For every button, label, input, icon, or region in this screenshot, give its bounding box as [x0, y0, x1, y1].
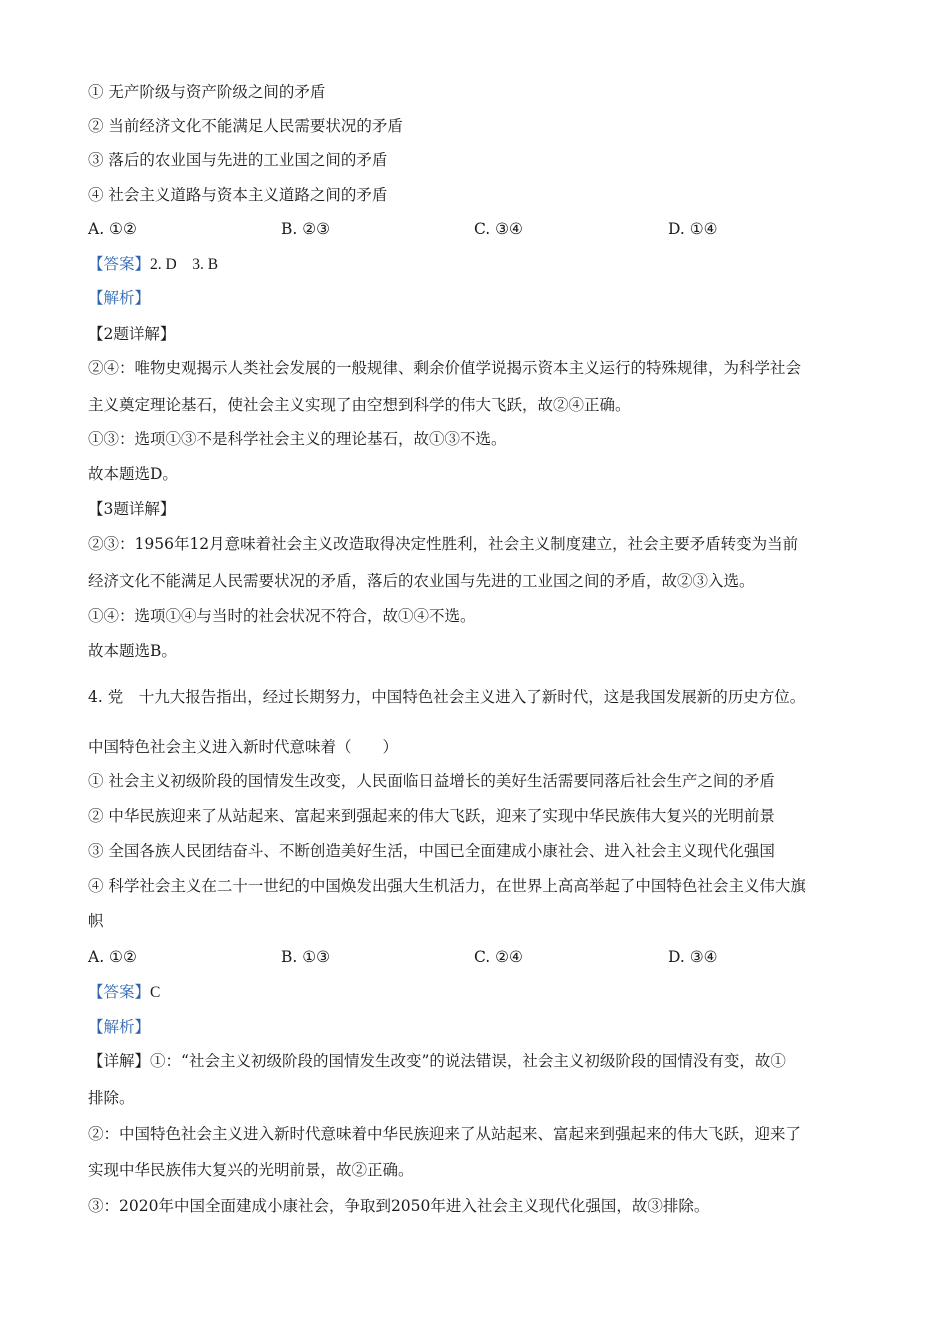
- q3-detail-line-1: ②③：1956年12月意味着社会主义改造取得决定性胜利，社会主义制度建立，社会主要矛盾转变为当前: [88, 535, 799, 553]
- q2-detail-line-3: ①③：选项①③不是科学社会主义的理论基石，故①③不选。: [88, 430, 507, 448]
- q4-detail-line-5: ③：2020年中国全面建成小康社会，争取到2050年进入社会主义现代化强国，故③排除。: [88, 1197, 710, 1215]
- q4-detail-label: 【详解】: [88, 1052, 151, 1070]
- analysis-label: 【解析】: [88, 289, 151, 307]
- answer-label: 【答案】: [88, 255, 151, 273]
- q3-option-4: ④ 社会主义道路与资本主义道路之间的矛盾: [88, 186, 388, 204]
- q2-detail-line-4: 故本题选D。: [88, 465, 178, 483]
- q4-option-3: ③ 全国各族人民团结奋斗、不断创造美好生活，中国已全面建成小康社会、进入社会主义现代化强国: [88, 842, 775, 860]
- answer-value: 2. D 3. B: [150, 256, 219, 273]
- q3-detail-label: 【3题详解】: [88, 500, 176, 518]
- q3-choice-b: B. ②③: [281, 220, 331, 238]
- q4-choice-a: A. ①②: [88, 948, 137, 966]
- answer-line-1: [88, 253, 218, 276]
- q4-detail-line-3: ②：中国特色社会主义进入新时代意味着中华民族迎来了从站起来、富起来到强起来的伟大飞跃，迎来了: [88, 1125, 802, 1143]
- q4-option-4-cont: 帜: [88, 912, 104, 930]
- answer-value: C: [150, 984, 161, 1001]
- q4-detail-line-4: 实现中华民族伟大复兴的光明前景，故②正确。: [88, 1161, 414, 1179]
- q2-detail-label: 【2题详解】: [88, 325, 176, 343]
- q4-choice-b: B. ①③: [281, 948, 331, 966]
- q4-option-2: ② 中华民族迎来了从站起来、富起来到强起来的伟大飞跃，迎来了实现中华民族伟大复兴的光明前景: [88, 807, 775, 825]
- q3-detail-line-2: 经济文化不能满足人民需要状况的矛盾，落后的农业国与先进的工业国之间的矛盾，故②③入选。: [88, 572, 755, 590]
- q3-choice-d: D. ①④: [668, 220, 718, 238]
- q3-option-1: ① 无产阶级与资产阶级之间的矛盾: [88, 83, 326, 101]
- q4-detail-text-1: ①：“社会主义初级阶段的国情发生改变”的说法错误，社会主义初级阶段的国情没有变，故①: [150, 1052, 786, 1070]
- q4-choice-c: C. ②④: [474, 948, 523, 966]
- answer-label: 【答案】: [88, 983, 151, 1001]
- q3-choice-a: A. ①②: [88, 220, 137, 238]
- q4-option-4: ④ 科学社会主义在二十一世纪的中国焕发出强大生机活力，在世界上高高举起了中国特色社会主义伟大旗: [88, 877, 806, 895]
- q4-detail-line-2: 排除。: [88, 1089, 135, 1107]
- q2-detail-line-1: ②④：唯物史观揭示人类社会发展的一般规律、剩余价值学说揭示资本主义运行的特殊规律，为科学社会: [88, 359, 802, 377]
- q4-stem-1: 4. 党 十九大报告指出，经过长期努力，中国特色社会主义进入了新时代，这是我国发展新的历史方位。: [88, 688, 806, 706]
- q4-choice-d: D. ③④: [668, 948, 718, 966]
- q3-detail-line-4: 故本题选B。: [88, 642, 177, 660]
- q3-option-2: ② 当前经济文化不能满足人民需要状况的矛盾: [88, 117, 403, 135]
- q3-choice-c: C. ③④: [474, 220, 523, 238]
- q3-detail-line-3: ①④：选项①④与当时的社会状况不符合，故①④不选。: [88, 607, 476, 625]
- analysis-label: 【解析】: [88, 1018, 151, 1036]
- q4-detail-line-1: [88, 1050, 786, 1072]
- q4-option-1: ① 社会主义初级阶段的国情发生改变，人民面临日益增长的美好生活需要同落后社会生产之间的矛盾: [88, 772, 775, 790]
- q3-option-3: ③ 落后的农业国与先进的工业国之间的矛盾: [88, 151, 388, 169]
- answer-line-2: [88, 981, 160, 1004]
- q2-detail-line-2: 主义奠定理论基石，使社会主义实现了由空想到科学的伟大飞跃，故②④正确。: [88, 396, 631, 414]
- q4-stem-2: 中国特色社会主义进入新时代意味着（ ）: [88, 738, 399, 756]
